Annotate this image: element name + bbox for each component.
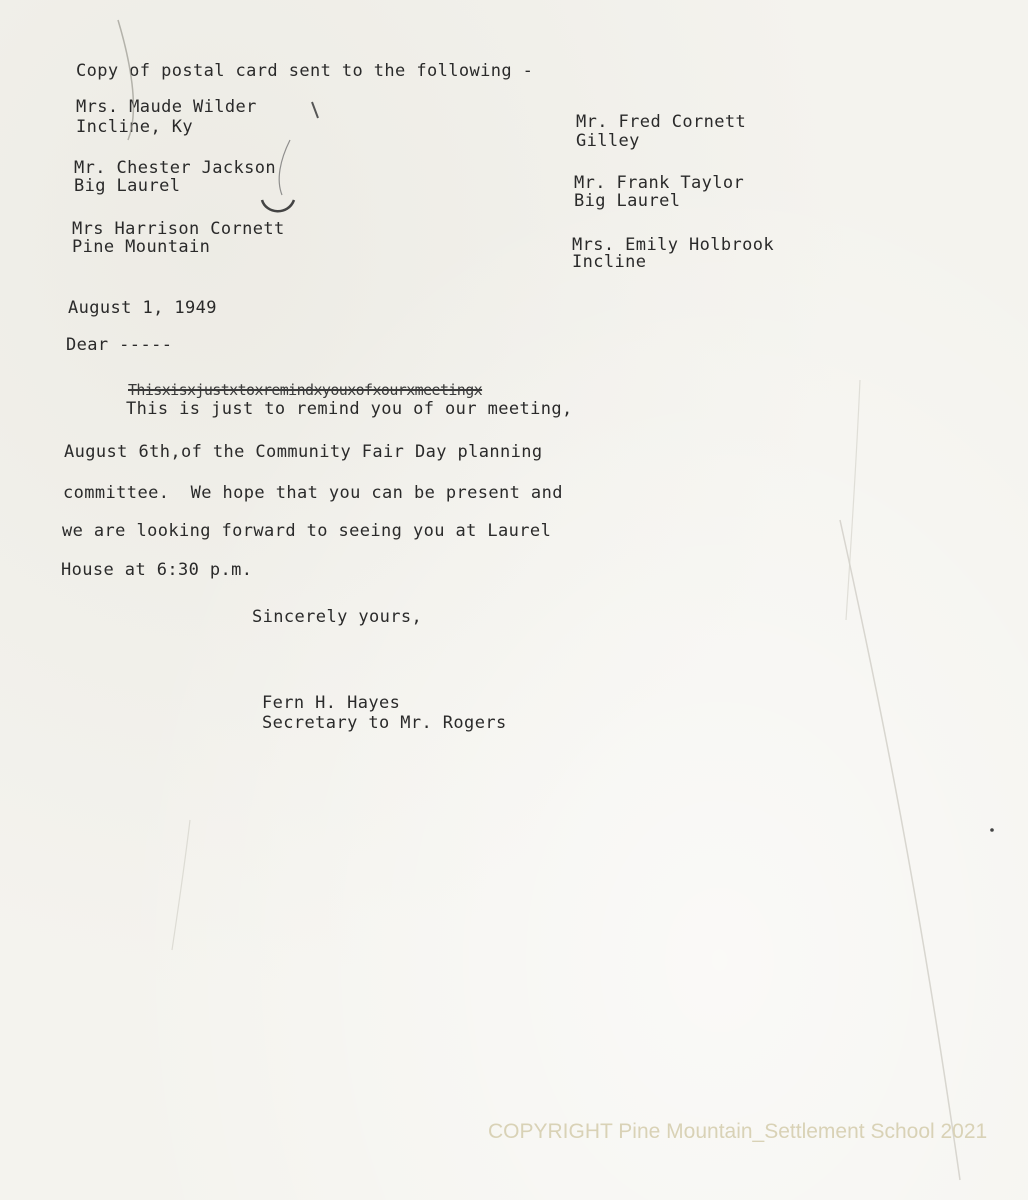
recipient-right-2-name: Mr. Frank Taylor [574, 173, 745, 193]
body-line-2: August 6th,of the Community Fair Day planning [64, 442, 543, 462]
crease-line-left [172, 820, 190, 950]
body-line-1: This is just to remind you of our meeting, [126, 399, 573, 419]
paperclip-impression [118, 20, 133, 140]
recipient-left-2-name: Mr. Chester Jackson [74, 158, 277, 178]
copyright-watermark: COPYRIGHT Pine Mountain_Settlement School 2021 [488, 1120, 988, 1143]
recipient-right-3-name: Mrs. Emily Holbrook [572, 235, 775, 255]
recipient-left-2-place: Big Laurel [74, 176, 181, 196]
recipient-left-1-place: Incline, Ky [76, 117, 193, 137]
body-line-4: we are looking forward to seeing you at Laurel [62, 521, 552, 541]
pencil-curve [279, 140, 290, 195]
pencil-mark-top [312, 102, 318, 118]
letter-date: August 1, 1949 [68, 298, 217, 318]
crease-line-right [840, 520, 960, 1180]
body-line-3: committee. We hope that you can be present and [63, 483, 563, 503]
salutation: Dear ----- [66, 335, 173, 355]
recipient-left-3-name: Mrs Harrison Cornett [72, 219, 285, 239]
recipient-left-1-name: Mrs. Maude Wilder [76, 97, 257, 117]
crease-line-mid [846, 380, 860, 620]
recipient-right-1-name: Mr. Fred Cornett [576, 112, 747, 132]
signer-name: Fern H. Hayes [262, 693, 401, 713]
signer-title: Secretary to Mr. Rogers [262, 713, 507, 733]
recipient-right-3-place: Incline [572, 252, 647, 272]
recipient-right-1-place: Gilley [576, 131, 640, 151]
struck-out-line: Thisxisxjustxtoxremindxyouxofxourxmeetingx [128, 381, 483, 399]
pencil-mark-bottom [262, 200, 294, 211]
recipient-right-2-place: Big Laurel [574, 191, 681, 211]
document-header: Copy of postal card sent to the following - [76, 61, 534, 81]
closing: Sincerely yours, [252, 607, 423, 627]
recipient-left-3-place: Pine Mountain [72, 237, 211, 257]
ink-speck [990, 828, 994, 832]
body-line-5: House at 6:30 p.m. [61, 560, 253, 580]
